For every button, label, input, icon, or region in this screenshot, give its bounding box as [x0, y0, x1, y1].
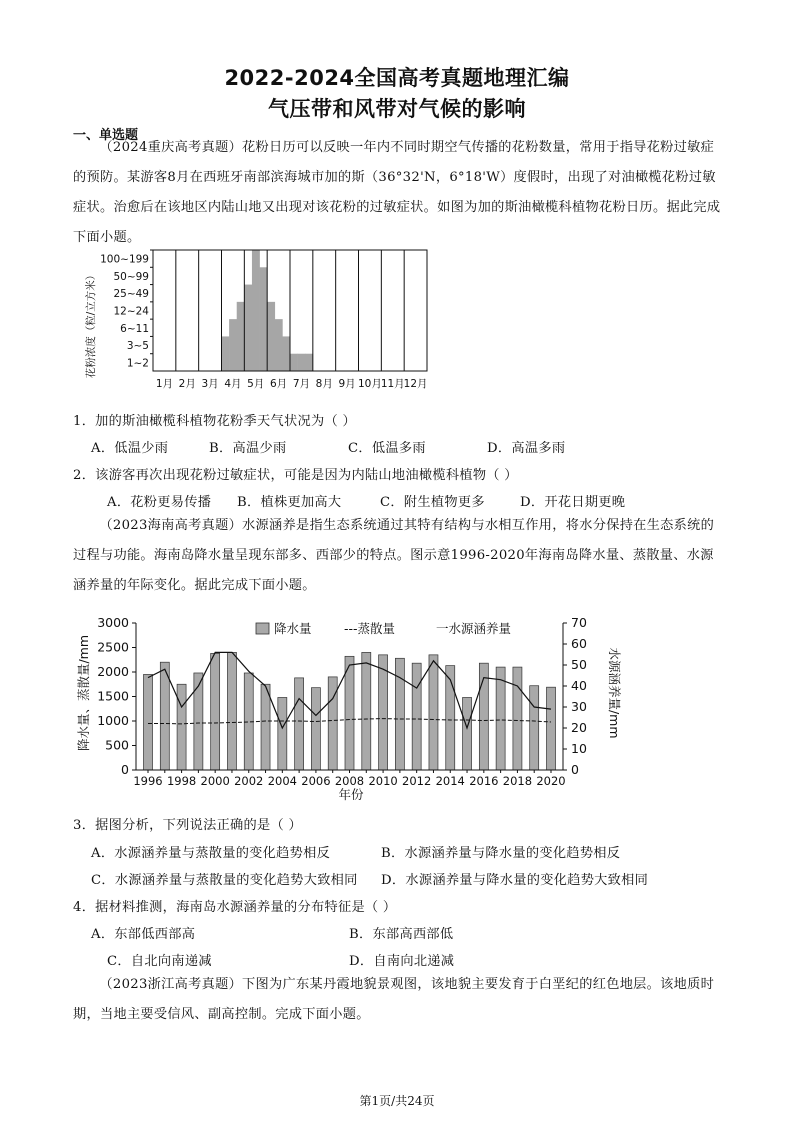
x-tick-label: 2018 [502, 774, 533, 788]
pollen-month-label: 8月 [315, 378, 333, 390]
pollen-bar [229, 319, 237, 371]
page-title-line2: 气压带和风带对气候的影响 [268, 97, 526, 121]
pollen-month-label: 3月 [201, 378, 219, 390]
q4-option-c[interactable]: C．自北向南递减 [107, 954, 212, 969]
x-tick-label: 1996 [133, 774, 163, 788]
pollen-month-label: 6月 [269, 378, 288, 390]
right-y-tick-label: 40 [571, 678, 587, 693]
pollen-bar [260, 267, 268, 371]
question-2-stem: 2．该游客再次出现花粉过敏症状，可能是因为内陆山地油橄榄科植物（ ） [73, 468, 518, 483]
precip-bar [412, 663, 421, 770]
pollen-month-label: 1月 [155, 378, 174, 390]
pollen-y-level-label: 1~2 [126, 357, 149, 370]
material-2-text: （2023海南高考真题）水源涵养是指生态系统通过其特有结构与水相互作用，将水分保持在生态系统的过程与功能。海南岛降水量呈现东部多、西部少的特点。图示意1996-2020年海南岛降水量、蒸散量、水源涵养量的年际变化。据此完成下面小题。 [73, 518, 715, 593]
pollen-bar [237, 302, 245, 371]
q3-option-a[interactable]: A．水源涵养量与蒸散量的变化趋势相反 [91, 846, 331, 861]
page-footer: 第1页/共24页 [359, 1094, 435, 1108]
pollen-bar [267, 302, 275, 371]
precip-bar [311, 688, 320, 770]
left-y-tick-label: 2500 [97, 639, 129, 655]
hainan-water-chart [66, 605, 636, 810]
q4-option-d[interactable]: D．自南向北递减 [349, 954, 455, 969]
precip-bar [194, 673, 203, 770]
q3-option-d[interactable]: D．水源涵养量与降水量的变化趋势大致相同 [381, 873, 649, 888]
right-y-tick-label: 50 [571, 657, 587, 672]
q2-option-c[interactable]: C．附生植物更多 [380, 495, 485, 510]
pollen-bar [298, 354, 306, 371]
left-y-tick-label: 500 [105, 737, 129, 753]
right-y-tick-label: 10 [571, 741, 587, 756]
precip-bar [261, 684, 270, 770]
pollen-bar [275, 319, 283, 371]
pollen-month-label: 11月 [380, 378, 405, 390]
x-tick-label: 2002 [234, 774, 264, 788]
pollen-bar [252, 250, 260, 371]
pollen-y-axis-label: 花粉浓度（粒/立方米） [85, 269, 97, 379]
question-1-stem: 1．加的斯油橄榄科植物花粉季天气状况为（ ） [73, 414, 356, 429]
legend-precip-swatch [256, 623, 269, 634]
legend-water-label: 一水源涵养量 [436, 621, 512, 636]
right-y-tick-label: 60 [571, 636, 587, 651]
x-tick-label: 2006 [301, 774, 331, 788]
right-y-tick-label: 30 [571, 699, 587, 714]
pollen-month-label: 4月 [224, 378, 242, 390]
legend-evap-label: ---蒸散量 [344, 621, 396, 636]
pollen-month-label: 5月 [247, 378, 265, 390]
left-y-tick-label: 3000 [97, 615, 129, 630]
question-3-stem: 3．据图分析，下列说法正确的是（ ） [73, 818, 302, 833]
pollen-month-label: 2月 [178, 378, 196, 390]
hainan-y2-axis-label: 水源涵养量/mm [607, 647, 622, 739]
pollen-y-level-label: 100~199 [100, 253, 149, 266]
pollen-month-label: 10月 [357, 378, 382, 390]
legend-precip-label: 降水量 [274, 621, 312, 636]
q1-option-c[interactable]: C．低温多雨 [348, 441, 426, 456]
x-tick-label: 2020 [536, 774, 566, 788]
right-y-tick-label: 70 [571, 615, 587, 630]
precip-bar [395, 658, 404, 770]
q1-option-a[interactable]: A．低温少雨 [91, 441, 169, 456]
pollen-y-level-label: 12~24 [113, 305, 149, 318]
page-title-line1: 2022-2024全国高考真题地理汇编 [224, 66, 570, 90]
precip-bar [144, 674, 153, 770]
pollen-y-level-label: 50~99 [113, 270, 149, 283]
material-1-text: （2024重庆高考真题）花粉日历可以反映一年内不同时期空气传播的花粉数量，常用于指导花粉过敏症的预防。某游客8月在西班牙南部滨海城市加的斯（36°32'N，6°18'W）度假时，出现了对油橄榄花粉过敏症状。治愈后在该地区内陆山地又出现对该花粉的过敏症状。如图为加的斯油橄榄科植物花粉日历。据此完成下面小题。 [73, 140, 721, 245]
left-y-tick-label: 1000 [97, 713, 129, 728]
x-tick-label: 2016 [469, 774, 499, 788]
q2-option-a[interactable]: A．花粉更易传播 [107, 495, 212, 510]
precip-bar [160, 662, 169, 770]
precip-bar [278, 697, 287, 770]
precip-bar [530, 686, 539, 770]
q2-option-b[interactable]: B．植株更加高大 [237, 495, 342, 510]
precip-bar [227, 652, 236, 770]
right-y-tick-label: 20 [571, 720, 587, 735]
x-tick-label: 2012 [402, 774, 432, 788]
pollen-bar [290, 354, 298, 371]
x-tick-label: 2004 [267, 774, 297, 788]
pollen-month-label: 12月 [403, 378, 428, 390]
precip-bar [362, 652, 371, 770]
left-y-tick-label: 0 [121, 762, 129, 777]
x-tick-label: 2008 [334, 774, 365, 788]
precip-bar [177, 684, 186, 770]
precip-bar [547, 687, 556, 770]
x-tick-label: 1998 [166, 774, 197, 788]
precip-bar [211, 653, 220, 770]
pollen-y-level-label: 3~5 [126, 340, 149, 353]
question-4-stem: 4．据材料推测，海南岛水源涵养量的分布特征是（ ） [73, 900, 397, 915]
q2-option-d[interactable]: D．开花日期更晚 [520, 495, 626, 510]
pollen-month-label: 9月 [338, 378, 356, 390]
left-y-tick-label: 2000 [97, 664, 129, 679]
precip-bar [513, 667, 522, 770]
pollen-bar [282, 336, 290, 371]
precip-bar [429, 655, 438, 770]
q1-option-d[interactable]: D．高温多雨 [487, 441, 566, 456]
material-3-text: （2023浙江高考真题）下图为广东某丹霞地貌景观图，该地貌主要发育于白垩纪的红色地层。该地质时期，当地主要受信风、副高控制。完成下面小题。 [73, 977, 715, 1022]
pollen-bar [244, 285, 252, 371]
q4-option-b[interactable]: B．东部高西部低 [349, 927, 454, 942]
hainan-x-axis-label: 年份 [338, 787, 364, 802]
precip-bar [496, 667, 505, 770]
section-heading-single-choice: 一、单选题 [73, 128, 139, 143]
pollen-calendar-chart [80, 246, 460, 404]
x-tick-label: 2014 [435, 774, 465, 788]
hainan-y-axis-label: 降水量、蒸散量/mm [76, 634, 91, 752]
q1-option-b[interactable]: B．高温少雨 [209, 441, 287, 456]
q3-option-b[interactable]: B．水源涵养量与降水量的变化趋势相反 [381, 846, 621, 861]
pollen-y-level-label: 25~49 [113, 288, 149, 301]
right-y-tick-label: 0 [571, 762, 579, 777]
pollen-bar [305, 354, 313, 371]
q4-option-a[interactable]: A．东部低西部高 [91, 927, 196, 942]
pollen-bar [222, 336, 230, 371]
precip-bar [463, 697, 472, 770]
pollen-month-label: 7月 [292, 378, 311, 390]
x-tick-label: 2000 [200, 774, 230, 788]
precip-bar [295, 678, 304, 770]
q3-option-c[interactable]: C．水源涵养量与蒸散量的变化趋势大致相同 [91, 873, 358, 888]
precip-bar [345, 656, 354, 770]
precip-bar [328, 677, 337, 770]
left-y-tick-label: 1500 [97, 688, 129, 704]
pollen-y-level-label: 6~11 [120, 322, 149, 335]
precip-bar [379, 655, 388, 770]
x-tick-label: 2010 [368, 774, 398, 788]
